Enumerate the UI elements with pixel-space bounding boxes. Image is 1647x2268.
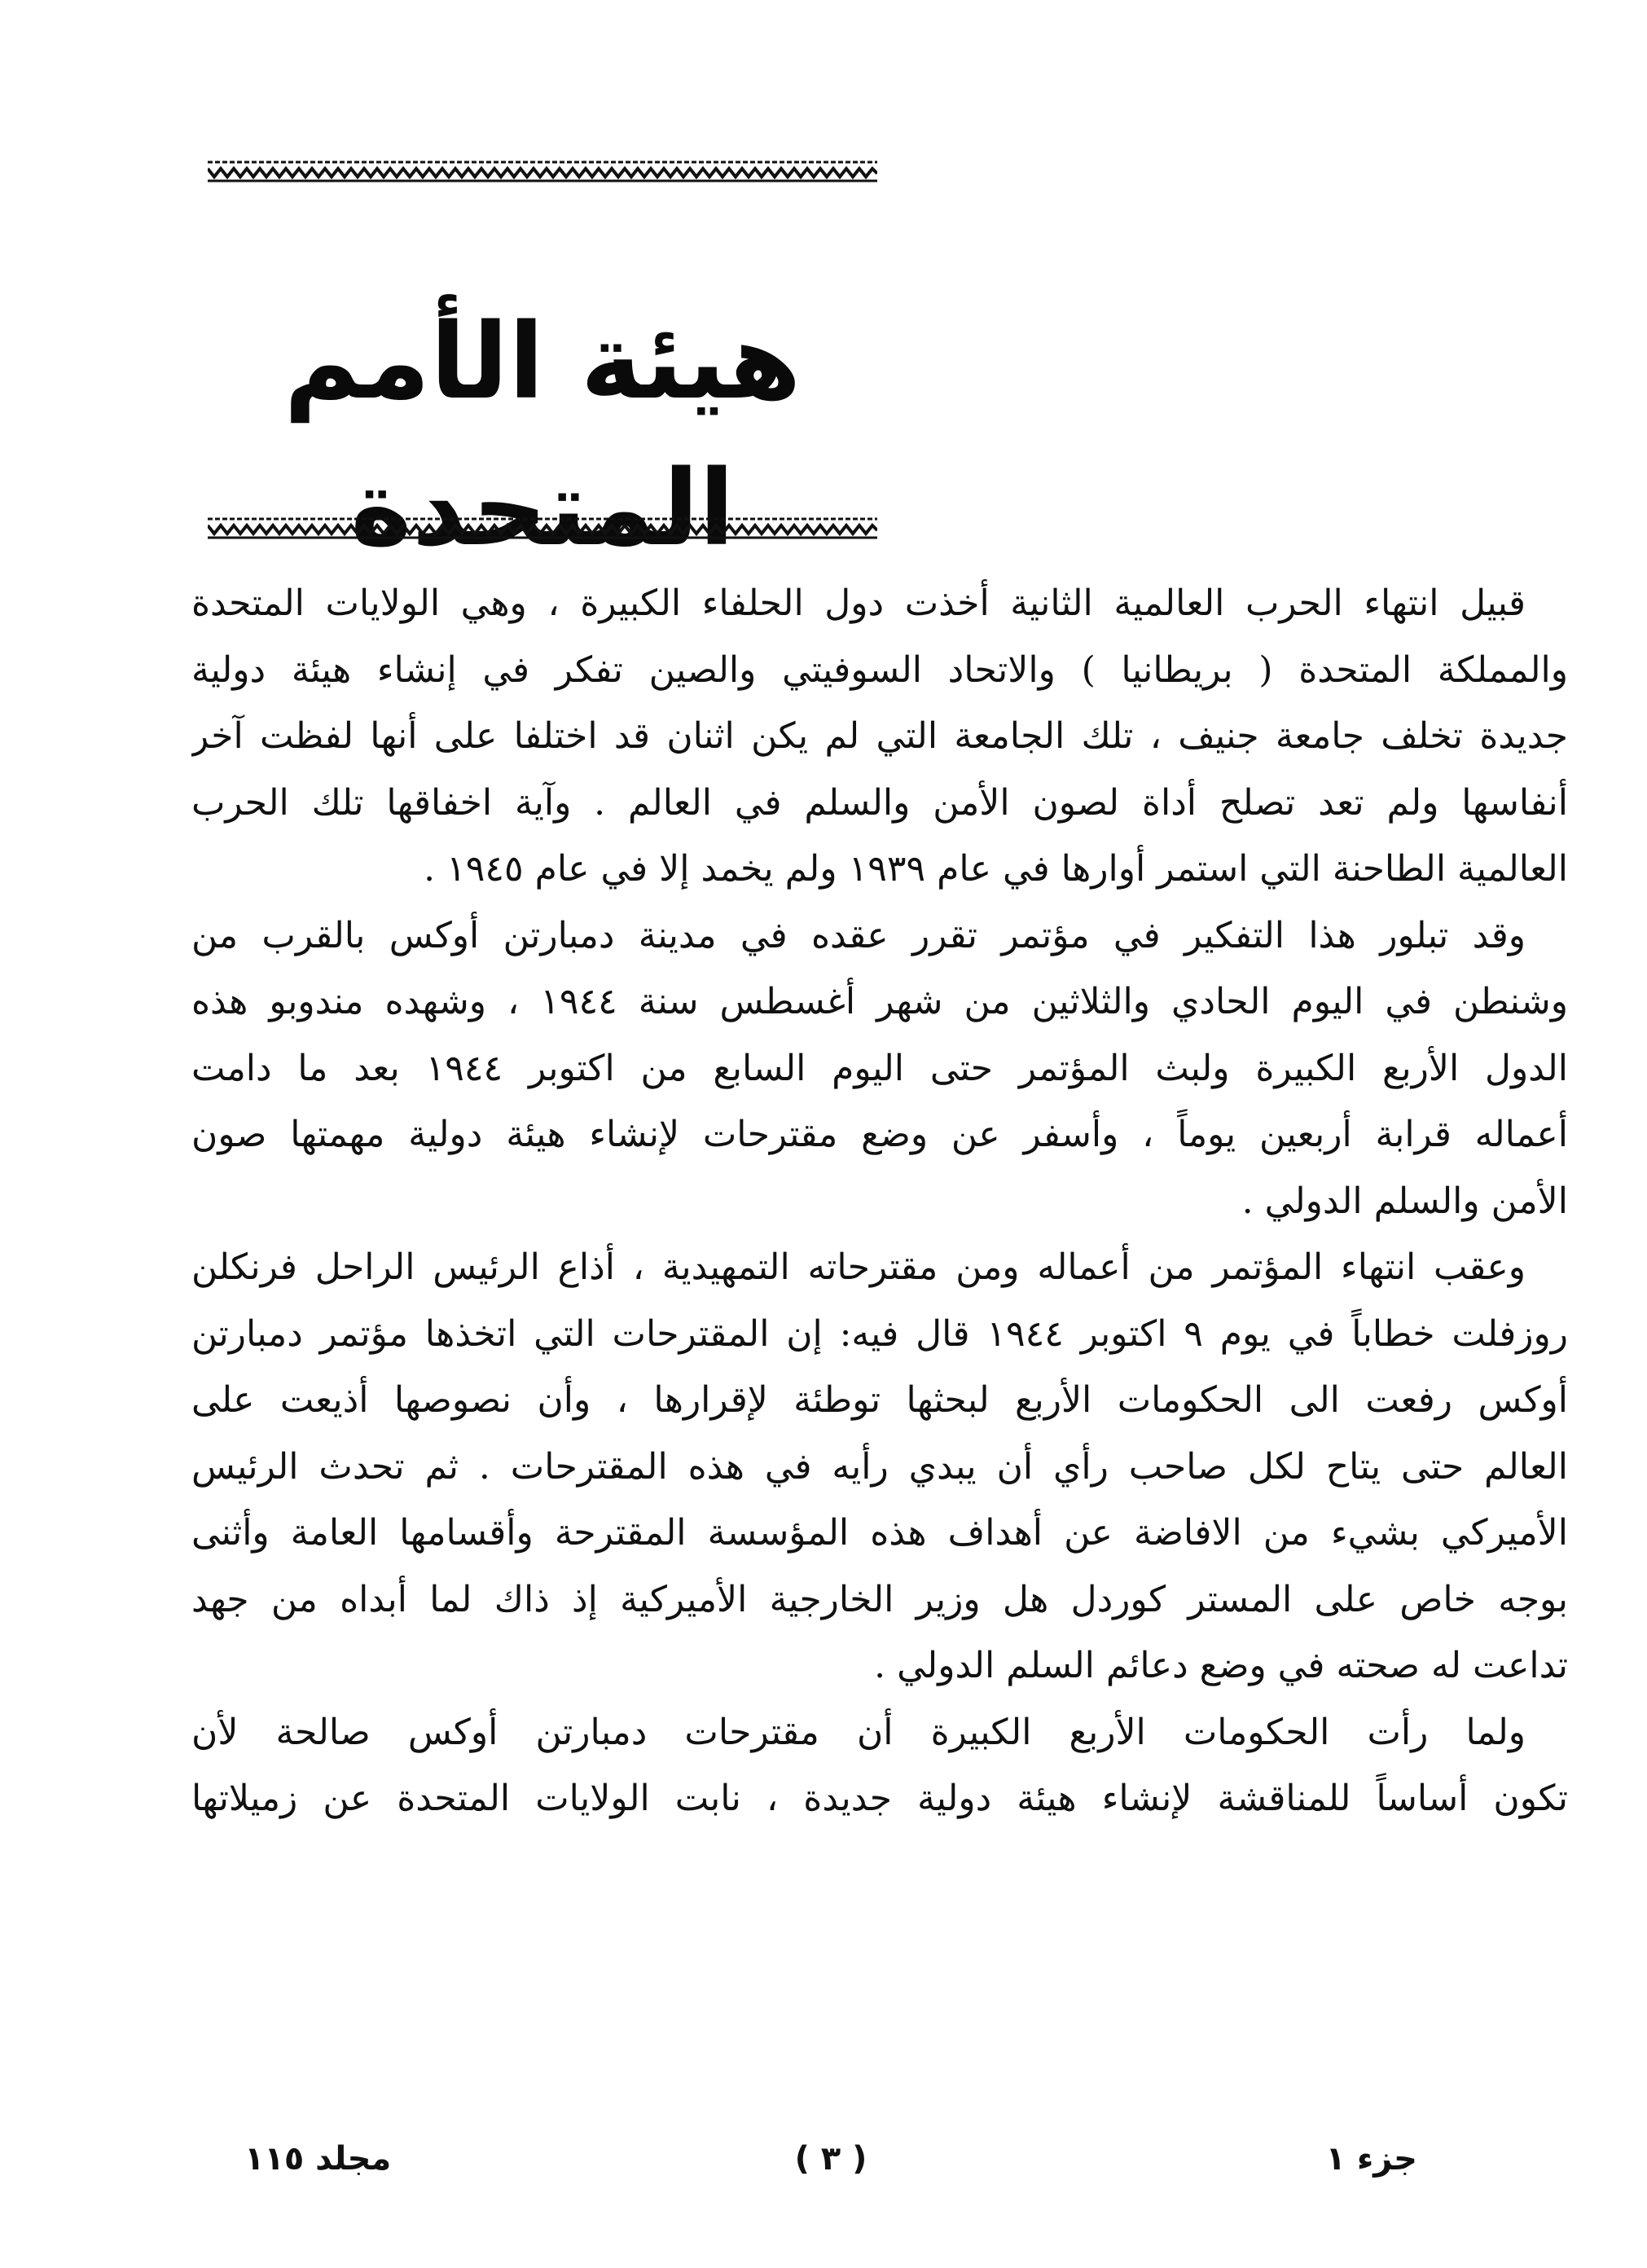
text-line: أوكس رفعت الى الحكومات الأربع لبحثها توطئة لإقرارها ، وأن نصوصها أذيعت على	[191, 1379, 1568, 1421]
text-line: أعماله قرابة أربعين يوماً ، وأسفر عن وضع مقترحات لإنشاء هيئة دولية مهمتها صون	[191, 1114, 1568, 1155]
footer-volume-number: مجلد ١١٥	[244, 2140, 392, 2178]
top-ornament-divider	[208, 159, 877, 183]
page-title: هيئة الأمم المتحدة	[283, 301, 802, 569]
text-line: تكون أساساً للمناقشة لإنشاء هيئة دولية جديدة ، نابت الولايات المتحدة عن زميلاتها	[191, 1778, 1568, 1819]
text-line: قبيل انتهاء الحرب العالمية الثانية أخذت دول الحلفاء الكبيرة ، وهي الولايات المتحدة	[191, 582, 1526, 624]
bottom-ornament-divider	[208, 516, 877, 540]
text-line: تداعت له صحته في وضع دعائم السلم الدولي .	[874, 1645, 1568, 1686]
text-line: روزفلت خطاباً في يوم ٩ اكتوبر ١٩٤٤ قال فيه: إن المقترحات التي اتخذها مؤتمر دمبارتن	[191, 1312, 1568, 1355]
text-line: جديدة تخلف جامعة جنيف ، تلك الجامعة التي لم يكن اثنان قد اختلفا على أنها لفظت آخر	[191, 715, 1568, 757]
text-line: الأمن والسلم الدولي .	[1241, 1180, 1568, 1222]
paragraph	[191, 1234, 1568, 1699]
page-footer	[244, 2140, 1417, 2189]
paragraph	[191, 903, 1568, 1235]
footer-part-number: جزء ١	[1325, 2140, 1417, 2178]
text-line: بوجه خاص على المستر كوردل هل وزير الخارجية الأميركية إذ ذاك لما أبداه من جهد	[191, 1578, 1568, 1620]
text-line: الأميركي بشيء من الافاضة عن أهداف هذه المؤسسة المقترحة وأقسامها العامة وأثنى	[191, 1512, 1568, 1554]
paragraph	[191, 570, 1568, 903]
text-line: وقد تبلور هذا التفكير في مؤتمر تقرر عقده في مدينة دمبارتن أوكس بالقرب من	[191, 914, 1526, 956]
text-line: وشنطن في اليوم الحادي والثلاثين من شهر أغسطس سنة ١٩٤٤ ، وشهده مندوبو هذه	[191, 981, 1568, 1022]
text-line: والمملكة المتحدة ( بريطانيا ) والاتحاد السوفيتي والصين تفكر في إنشاء هيئة دولية	[191, 648, 1568, 691]
paragraph	[191, 1699, 1568, 1832]
text-line: ولما رأت الحكومات الأربع الكبيرة أن مقترحات دمبارتن أوكس صالحة لأن	[191, 1711, 1526, 1753]
text-line: العالمية الطاحنة التي استمر أوارها في عام ١٩٣٩ ولم يخمد إلا في عام ١٩٤٥ .	[424, 848, 1568, 890]
text-line: وعقب انتهاء المؤتمر من أعماله ومن مقترحاته التمهيدية ، أذاع الرئيس الراحل فرنكلن	[191, 1246, 1526, 1288]
text-line: العالم حتى يتاح لكل صاحب رأي أن يبدي رأيه في هذه المقترحات . ثم تحدث الرئيس	[191, 1445, 1568, 1488]
text-line: أنفاسها ولم تعد تصلح أداة لصون الأمن والسلم في العالم . وآية اخفاقها تلك الحرب	[191, 781, 1568, 824]
text-line: الدول الأربع الكبيرة ولبث المؤتمر حتى اليوم السابع من اكتوبر ١٩٤٤ بعد ما دامت	[191, 1047, 1568, 1089]
article-body	[191, 570, 1568, 1832]
footer-page-number: ( ٣ )	[794, 2140, 867, 2178]
